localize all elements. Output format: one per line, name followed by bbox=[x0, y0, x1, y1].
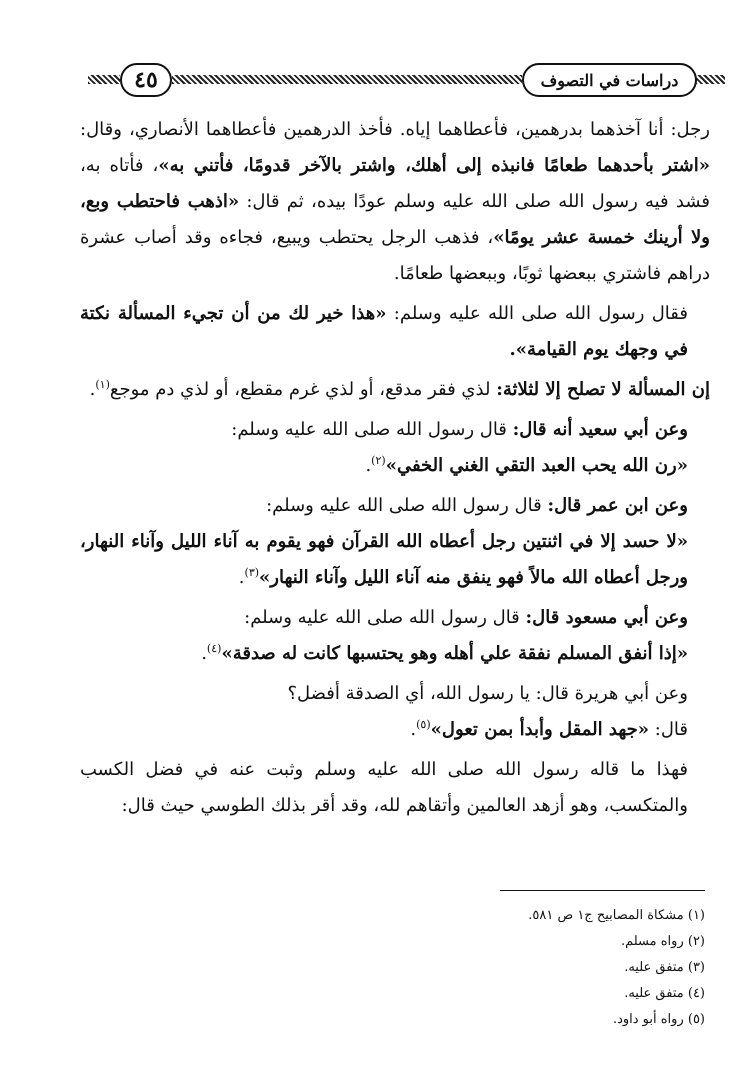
hadith-quote: إن المسألة لا تصلح إلا لثلاثة: bbox=[496, 379, 710, 400]
footnote-divider bbox=[500, 890, 705, 891]
paragraph-8 bbox=[80, 600, 710, 636]
text-run: قال رسول الله صلى الله عليه وسلم: bbox=[244, 607, 520, 628]
footnote-ref: (١) bbox=[95, 378, 110, 391]
footnote-2: (٢) رواه مسلم. bbox=[620, 934, 705, 949]
paragraph-10 bbox=[80, 676, 710, 712]
header-stripe-left bbox=[88, 75, 120, 84]
paragraph-5 bbox=[80, 448, 710, 484]
footnote-ref: (٣) bbox=[244, 566, 260, 579]
book-title: دراسات في التصوف bbox=[540, 70, 679, 90]
text-run: فهذا ما قاله رسول الله صلى الله عليه وسلم وثبت عنه في فضل الكسب والمتكسب، وهو أزهد العالمين وأتقاهم لله، وقد أقر بذلك الطوسي حيث قال: bbox=[80, 759, 688, 816]
text-run: . bbox=[410, 719, 417, 740]
hadith-quote: «إذا أنفق المسلم نفقة علي أهله وهو يحتسبها كانت له صدقة» bbox=[221, 643, 688, 664]
page-number: ٤٥ bbox=[134, 67, 158, 93]
paragraph-11 bbox=[80, 712, 710, 748]
footnote-4: (٤) متفق عليه. bbox=[624, 986, 705, 1001]
footnote-5: (٥) رواه أبو داود. bbox=[612, 1012, 705, 1027]
paragraph-3 bbox=[80, 372, 710, 408]
paragraph-6 bbox=[80, 488, 710, 524]
text-run: رجل: أنا آخذهما بدرهمين، فأعطاهما إياه. فأخذ الدرهمين فأعطاهما الأنصاري، وقال: bbox=[80, 119, 710, 140]
footnote-ref: (٢) bbox=[371, 454, 386, 467]
text-run: قال رسول الله صلى الله عليه وسلم: bbox=[266, 495, 542, 516]
paragraph-1 bbox=[80, 112, 710, 292]
narrator: وعن أبي مسعود قال: bbox=[525, 607, 688, 628]
text-run: قال: bbox=[654, 719, 688, 740]
page-number-pill bbox=[120, 63, 172, 97]
paragraph-9 bbox=[80, 636, 710, 672]
text-run: لذي فقر مدقع، أو لذي غرم مقطع، أو لذي دم موجع bbox=[109, 379, 491, 400]
narrator: وعن أبي سعيد أنه قال: bbox=[512, 419, 688, 440]
text-run: قال رسول الله صلى الله عليه وسلم: bbox=[231, 419, 507, 440]
text-run: . bbox=[201, 643, 207, 664]
text-run: . bbox=[365, 455, 372, 476]
page-header bbox=[0, 0, 753, 110]
footnotes bbox=[305, 903, 705, 1033]
text-run: فقال رسول الله صلى الله عليه وسلم: bbox=[393, 303, 688, 324]
footnote-1: (١) مشكاة المصابيح ج١ ص ٥٨١. bbox=[528, 908, 705, 923]
hadith-quote: «رن الله يحب العبد التقي الغني الخفي» bbox=[385, 455, 688, 476]
footnote-ref: (٤) bbox=[206, 642, 222, 655]
paragraph-7 bbox=[80, 524, 710, 596]
hadith-quote: «هذا خير لك من أن تجيء المسألة نكتة في وجهك يوم القيامة». bbox=[80, 303, 688, 360]
paragraph-12 bbox=[80, 752, 710, 824]
text-run: . bbox=[238, 567, 245, 588]
hadith-quote: «اشتر بأحدهما طعامًا فانبذه إلى أهلك، واشتر بالآخر قدومًا، فأتني به» bbox=[158, 155, 710, 176]
header-stripe-middle bbox=[172, 75, 522, 84]
paragraph-2 bbox=[80, 296, 710, 368]
paragraph-4 bbox=[80, 412, 710, 448]
footnote-ref: (٥) bbox=[416, 718, 431, 731]
text-run: وعن أبي هريرة قال: يا رسول الله، أي الصدقة أفضل؟ bbox=[287, 683, 688, 704]
hadith-quote: «لا حسد إلا في اثنتين رجل أعطاه الله القرآن فهو يقوم به آناء الليل وآناء النهار، ورجل أعطاه الله مالاً فهو ينفق منه آناء الليل وآناء النهار» bbox=[80, 531, 688, 588]
narrator: وعن ابن عمر قال: bbox=[547, 495, 688, 516]
text-run: ، فأتاه به، فشد فيه رسول الله صلى الله عليه وسلم عودًا بيده، ثم قال: bbox=[80, 155, 710, 212]
book-title-pill bbox=[522, 63, 697, 97]
footnote-3: (٣) متفق عليه. bbox=[624, 960, 705, 975]
text-run: . bbox=[89, 379, 96, 400]
main-text bbox=[80, 112, 710, 824]
hadith-quote: «اذهب فاحتطب وبع، ولا أرينك خمسة عشر يومًا» bbox=[80, 191, 710, 248]
hadith-quote: «جهد المقل وأبدأ بمن تعول» bbox=[430, 719, 650, 740]
header-stripe-right bbox=[695, 75, 725, 84]
text-run: ، فذهب الرجل يحتطب ويبيع، فجاءه وقد أصاب عشرة دراهم فاشتري ببعضها ثوبًا، وببعضها طعامًا. bbox=[80, 227, 710, 284]
